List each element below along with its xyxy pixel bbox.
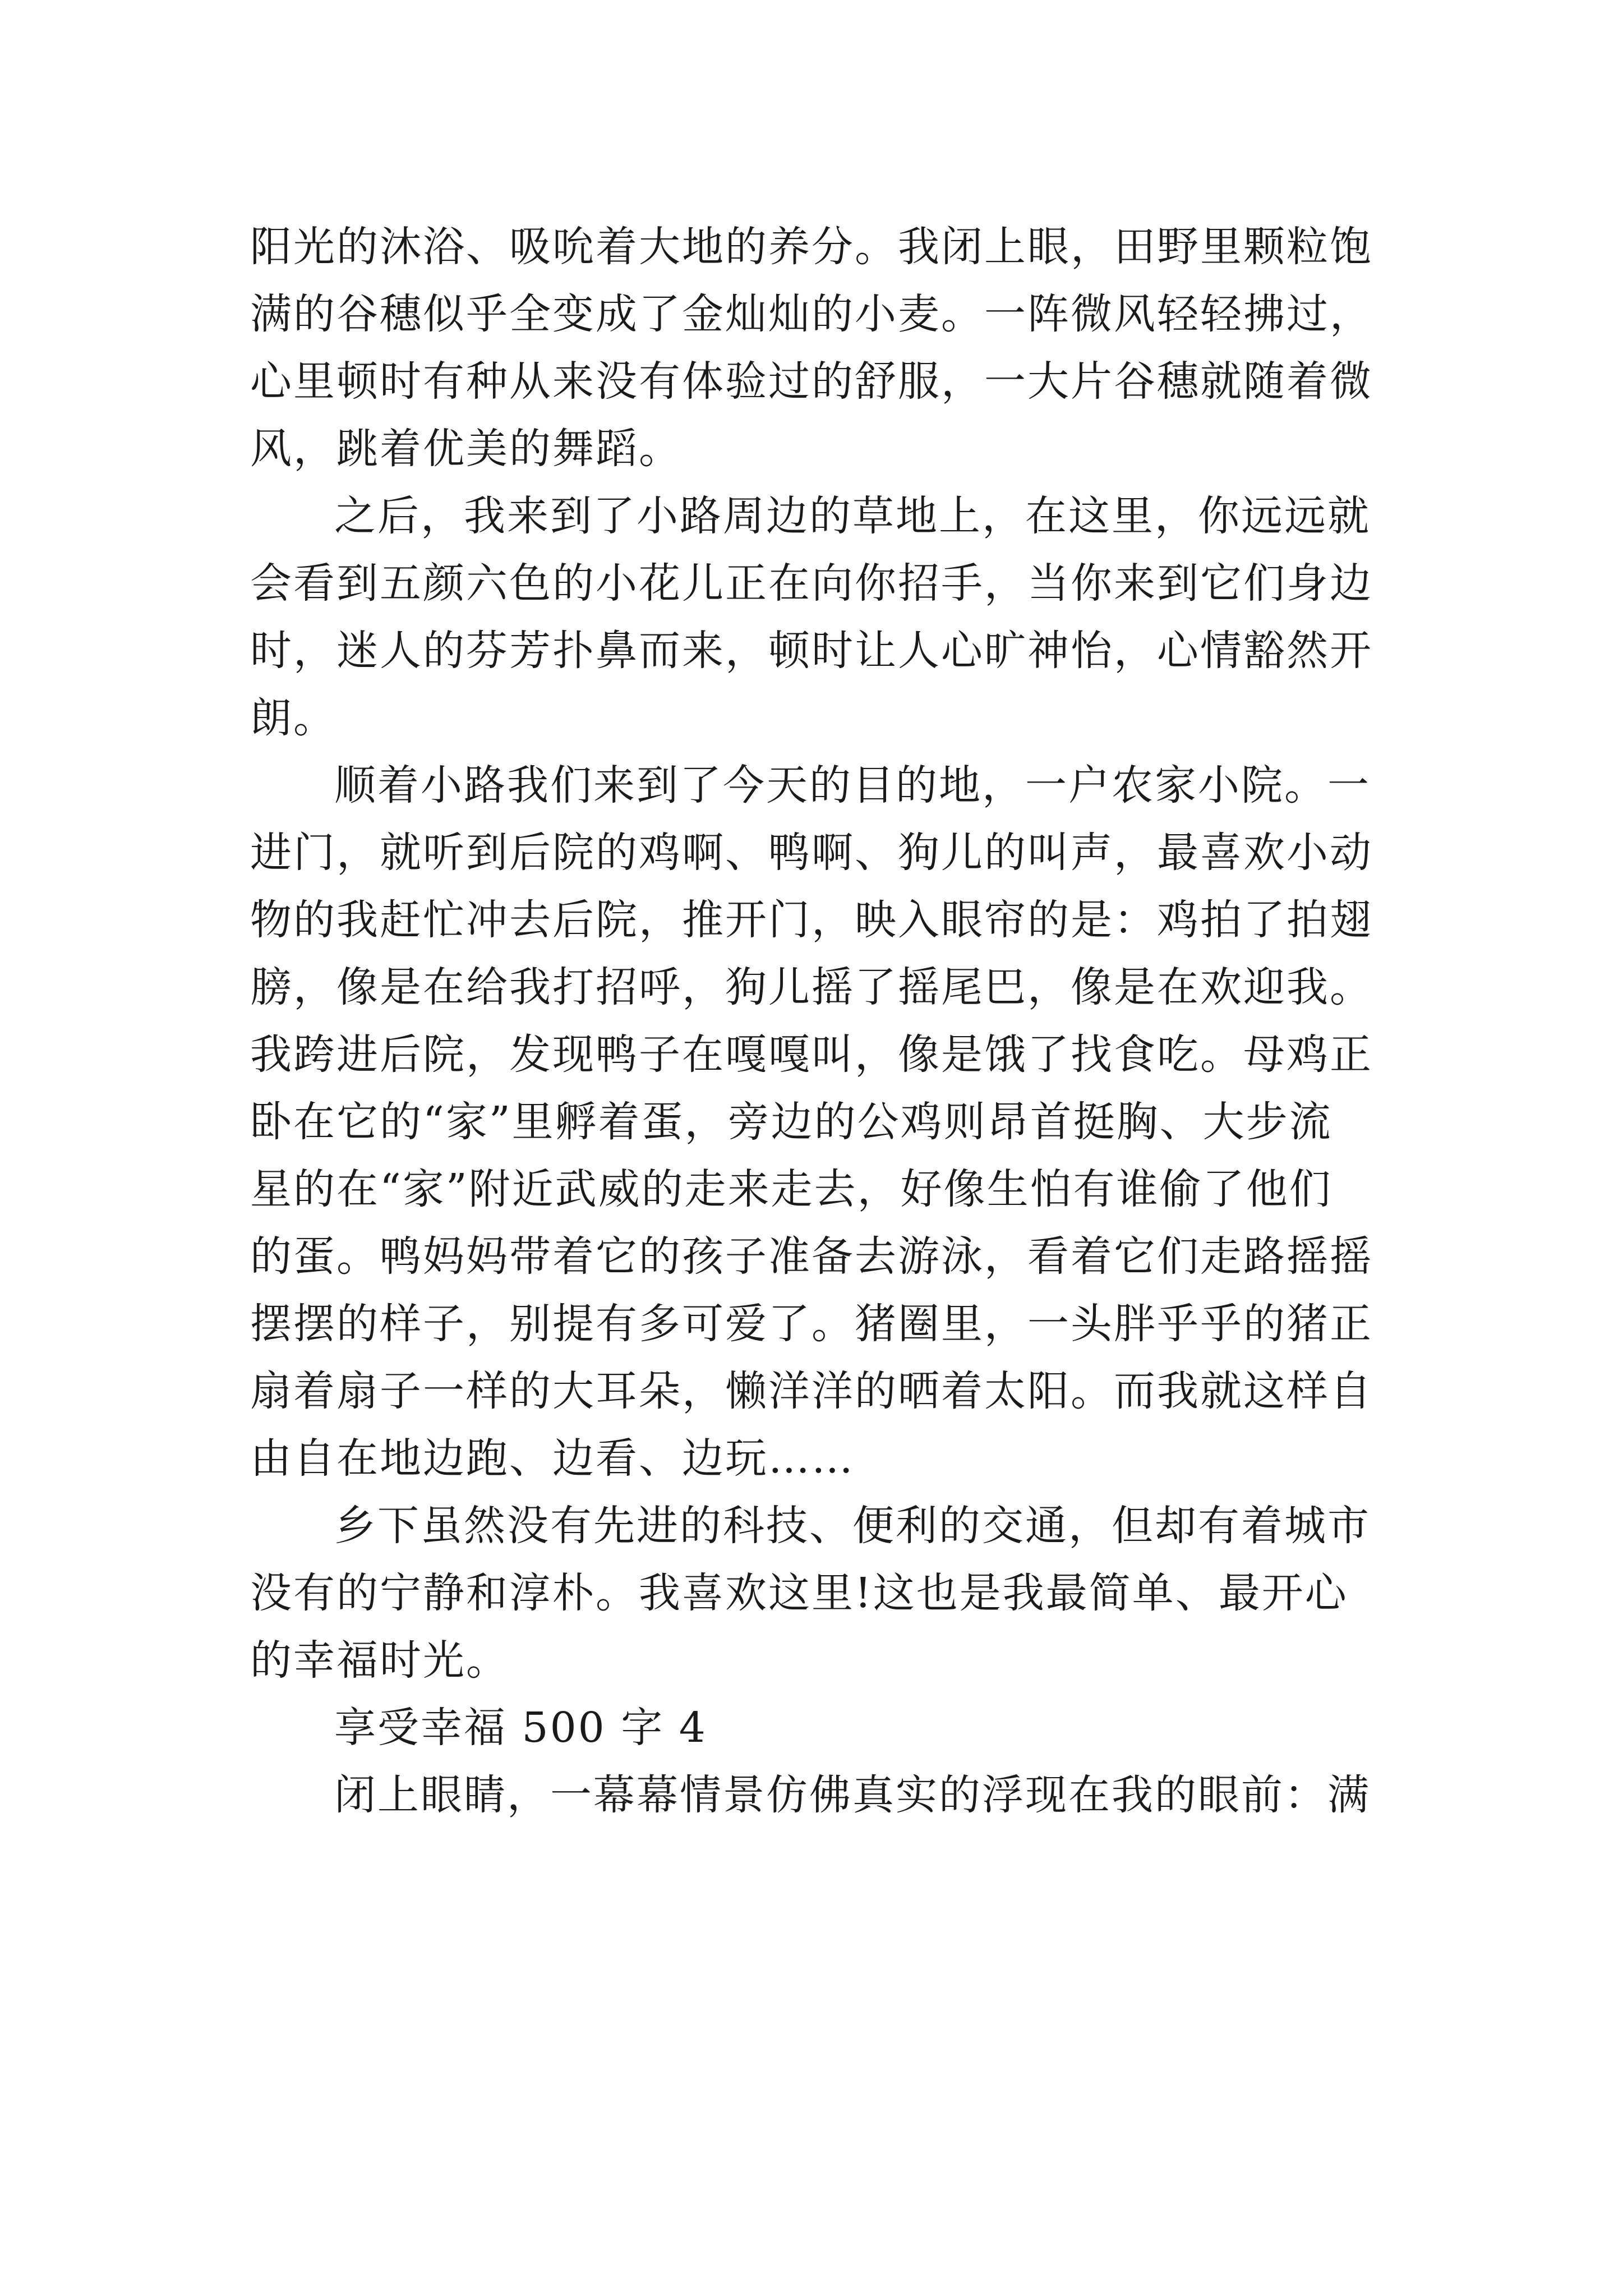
text-line: 我跨进后院，发现鸭子在嘎嘎叫，像是饿了找食吃。母鸡正: [250, 1030, 1373, 1079]
paragraph: [250, 213, 1383, 482]
text-line: 的蛋。鸭妈妈带着它的孩子准备去游泳，看着它们走路摇摇: [250, 1232, 1373, 1281]
document-body: [250, 213, 1383, 1829]
text-line: 心里顿时有种从来没有体验过的舒服，一大片谷穗就随着微: [250, 357, 1373, 406]
heading-text: 享受幸福 500 字 4: [334, 1704, 707, 1752]
text-line: 的幸福时光。: [250, 1636, 509, 1685]
paragraph: [250, 482, 1383, 752]
text-line: 没有的宁静和淳朴。我喜欢这里!这也是我最简单、最开心: [250, 1569, 1348, 1617]
text-line: 阳光的沐浴、吸吮着大地的养分。我闭上眼，田野里颗粒饱: [250, 223, 1373, 271]
text-line: 卧在它的“家”里孵着蛋，旁边的公鸡则昂首挺胸、大步流: [250, 1098, 1332, 1146]
paragraph: [250, 1492, 1383, 1694]
paragraph: [250, 752, 1383, 1492]
text-line: 由自在地边跑、边看、边玩……: [250, 1434, 855, 1483]
text-line: 满的谷穗似乎全变成了金灿灿的小麦。一阵微风轻轻拂过，: [250, 290, 1373, 338]
text-line: 膀，像是在给我打招呼，狗儿摇了摇尾巴，像是在欢迎我。: [250, 963, 1373, 1011]
text-line: 闭上眼睛，一幕幕情景仿佛真实的浮现在我的眼前：满: [334, 1771, 1371, 1819]
text-line: 风，跳着优美的舞蹈。: [250, 425, 682, 473]
text-line: 朗。: [250, 694, 336, 742]
text-line: 物的我赶忙冲去后院，推开门，映入眼帘的是：鸡拍了拍翅: [250, 896, 1373, 944]
text-line: 进门，就听到后院的鸡啊、鸭啊、狗儿的叫声，最喜欢小动: [250, 829, 1373, 877]
text-line: 会看到五颜六色的小花儿正在向你招手，当你来到它们身边: [250, 559, 1373, 608]
text-line: 之后，我来到了小路周边的草地上，在这里，你远远就: [334, 492, 1371, 540]
text-line: 星的在“家”附近武威的走来走去，好像生怕有谁偷了他们: [250, 1165, 1332, 1213]
text-line: 乡下虽然没有先进的科技、便利的交通，但却有着城市: [334, 1502, 1371, 1550]
text-line: 顺着小路我们来到了今天的目的地，一户农家小院。一: [334, 761, 1371, 809]
section-heading: [250, 1694, 1383, 1761]
paragraph: [250, 1761, 1383, 1829]
text-line: 时，迷人的芬芳扑鼻而来，顿时让人心旷神怡，心情豁然开: [250, 627, 1373, 675]
text-line: 摆摆的样子，别提有多可爱了。猪圈里，一头胖乎乎的猪正: [250, 1300, 1373, 1348]
text-line: 扇着扇子一样的大耳朵，懒洋洋的晒着太阳。而我就这样自: [250, 1367, 1373, 1415]
